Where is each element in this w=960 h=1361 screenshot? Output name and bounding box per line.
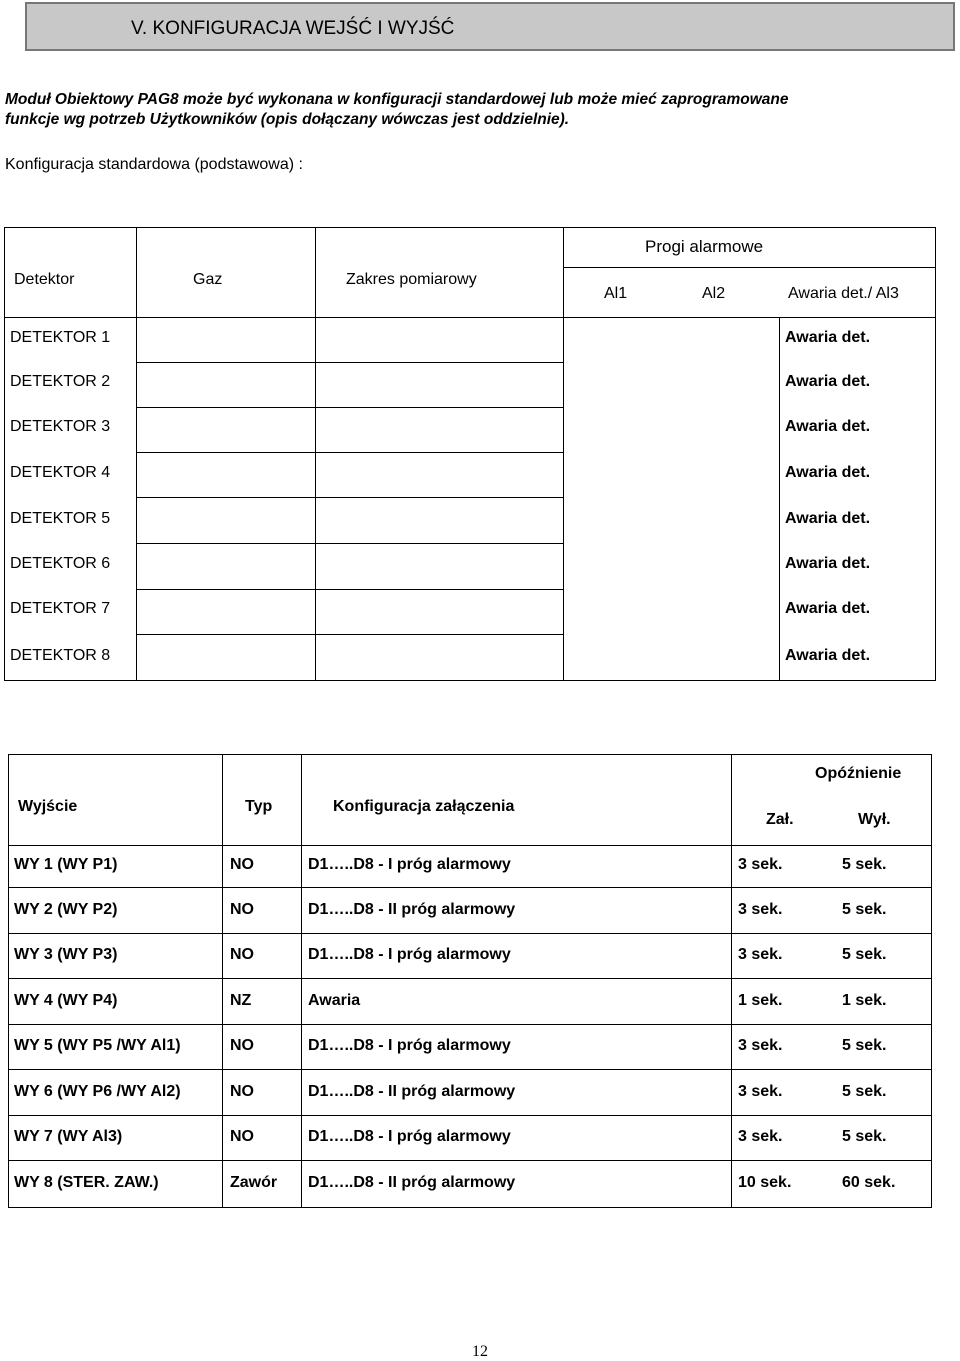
output-type: NO bbox=[230, 901, 254, 918]
intro-line-2: funkcje wg potrzeb Użytkowników (opis dołączany wówczas jest oddzielnie). bbox=[5, 111, 570, 128]
detector-name: DETEKTOR 5 bbox=[10, 510, 111, 527]
standard-config-label: Konfiguracja standardowa (podstawowa) : bbox=[5, 156, 303, 173]
output-name: WY 1 (WY P1) bbox=[14, 856, 118, 873]
output-delay-on: 1 sek. bbox=[738, 992, 783, 1009]
output-config: Awaria bbox=[308, 992, 361, 1009]
output-delay-off: 1 sek. bbox=[842, 992, 887, 1009]
output-type: NO bbox=[230, 1037, 254, 1054]
output-config: D1…..D8 - I próg alarmowy bbox=[308, 856, 511, 873]
output-name: WY 6 (WY P6 /WY Al2) bbox=[14, 1083, 181, 1100]
col-header-wyjscie: Wyjście bbox=[18, 798, 78, 815]
detector-name: DETEKTOR 7 bbox=[10, 600, 111, 617]
output-config: D1…..D8 - II próg alarmowy bbox=[308, 1174, 516, 1191]
output-name: WY 5 (WY P5 /WY Al1) bbox=[14, 1037, 181, 1054]
output-config: D1…..D8 - I próg alarmowy bbox=[308, 1037, 511, 1054]
output-name: WY 8 (STER. ZAW.) bbox=[14, 1174, 159, 1191]
output-delay-on: 3 sek. bbox=[738, 856, 783, 873]
output-name: WY 4 (WY P4) bbox=[14, 992, 118, 1009]
detector-name: DETEKTOR 2 bbox=[10, 373, 111, 390]
col-header-detektor: Detektor bbox=[14, 271, 75, 288]
intro-line-1: Moduł Obiektowy PAG8 może być wykonana w konfiguracji standardowej lub może mieć zaprogramowane bbox=[5, 91, 789, 108]
col-header-al3: Awaria det./ Al3 bbox=[788, 285, 899, 302]
col-header-konfiguracja: Konfiguracja załączenia bbox=[333, 798, 515, 815]
output-delay-on: 10 sek. bbox=[738, 1174, 792, 1191]
output-delay-off: 5 sek. bbox=[842, 856, 887, 873]
output-delay-off: 5 sek. bbox=[842, 946, 887, 963]
output-type: NO bbox=[230, 1083, 254, 1100]
col-header-progi: Progi alarmowe bbox=[645, 237, 764, 256]
output-type: NO bbox=[230, 1128, 254, 1145]
output-delay-off: 5 sek. bbox=[842, 1128, 887, 1145]
detector-al3: Awaria det. bbox=[785, 418, 871, 435]
col-header-al1: Al1 bbox=[604, 285, 628, 302]
col-header-zakres: Zakres pomiarowy bbox=[346, 271, 477, 288]
col-header-gaz: Gaz bbox=[193, 271, 223, 288]
output-config: D1…..D8 - II próg alarmowy bbox=[308, 1083, 516, 1100]
detector-al3: Awaria det. bbox=[785, 464, 871, 481]
page-number: 12 bbox=[472, 1343, 488, 1360]
output-delay-on: 3 sek. bbox=[738, 1128, 783, 1145]
output-delay-off: 60 sek. bbox=[842, 1174, 896, 1191]
detector-name: DETEKTOR 3 bbox=[10, 418, 111, 435]
detector-al3: Awaria det. bbox=[785, 510, 871, 527]
detector-al3: Awaria det. bbox=[785, 373, 871, 390]
output-delay-on: 3 sek. bbox=[738, 1083, 783, 1100]
output-type: NO bbox=[230, 946, 254, 963]
detector-al3: Awaria det. bbox=[785, 600, 871, 617]
output-delay-on: 3 sek. bbox=[738, 946, 783, 963]
output-type: Zawór bbox=[230, 1174, 278, 1191]
col-header-opoznienie: Opóźnienie bbox=[815, 765, 902, 782]
section-title: V. KONFIGURACJA WEJŚĆ I WYJŚĆ bbox=[131, 18, 455, 39]
col-header-al2: Al2 bbox=[702, 285, 726, 302]
output-config: D1…..D8 - I próg alarmowy bbox=[308, 1128, 511, 1145]
detector-al3: Awaria det. bbox=[785, 555, 871, 572]
detector-al3: Awaria det. bbox=[785, 647, 871, 664]
col-header-zal: Zał. bbox=[766, 811, 794, 828]
detector-name: DETEKTOR 6 bbox=[10, 555, 111, 572]
output-name: WY 7 (WY Al3) bbox=[14, 1128, 123, 1145]
output-config: D1…..D8 - II próg alarmowy bbox=[308, 901, 516, 918]
output-delay-on: 3 sek. bbox=[738, 901, 783, 918]
output-delay-off: 5 sek. bbox=[842, 1037, 887, 1054]
detector-name: DETEKTOR 4 bbox=[10, 464, 111, 481]
output-delay-on: 3 sek. bbox=[738, 1037, 783, 1054]
output-name: WY 3 (WY P3) bbox=[14, 946, 118, 963]
output-config: D1…..D8 - I próg alarmowy bbox=[308, 946, 511, 963]
col-header-typ: Typ bbox=[245, 798, 273, 815]
output-delay-off: 5 sek. bbox=[842, 901, 887, 918]
detector-al3: Awaria det. bbox=[785, 329, 871, 346]
output-name: WY 2 (WY P2) bbox=[14, 901, 118, 918]
output-delay-off: 5 sek. bbox=[842, 1083, 887, 1100]
detector-name: DETEKTOR 1 bbox=[10, 329, 111, 346]
output-type: NO bbox=[230, 856, 254, 873]
col-header-wyl: Wył. bbox=[858, 811, 891, 828]
output-type: NZ bbox=[230, 992, 252, 1009]
detector-name: DETEKTOR 8 bbox=[10, 647, 111, 664]
